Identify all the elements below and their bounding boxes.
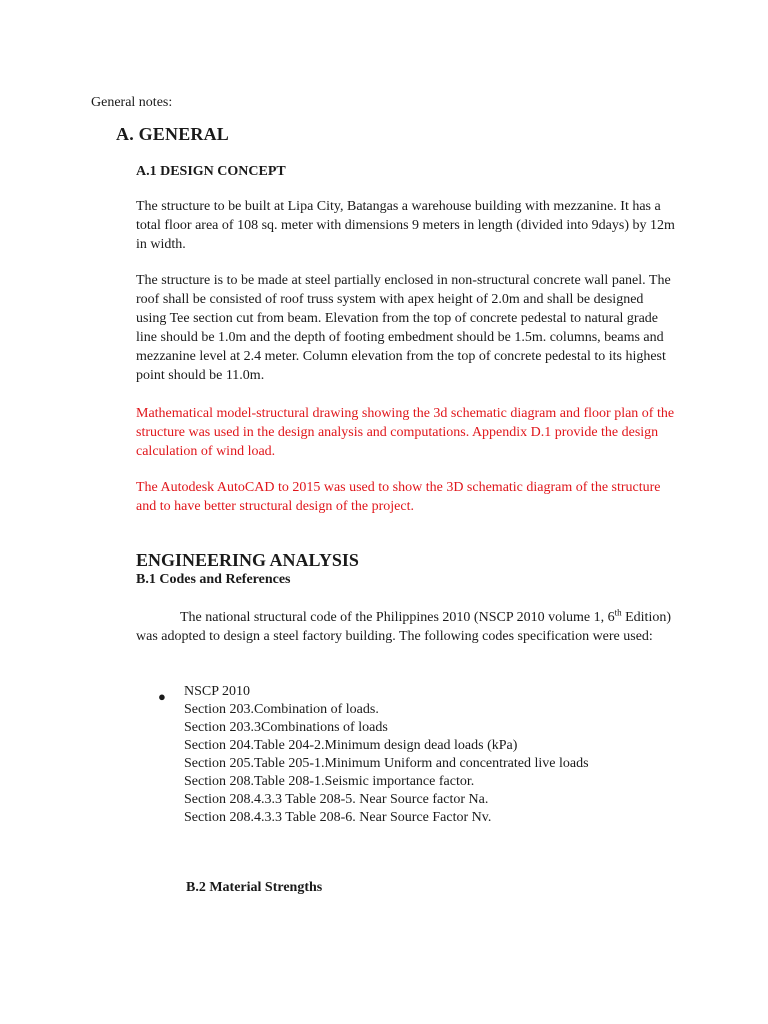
codes-list [184,683,589,827]
list-item: Section 208.4.3.3 Table 208-6. Near Source Factor Nv. [184,810,492,825]
list-item: Section 203.Combination of loads. [184,702,379,717]
bullet-icon: ● [158,689,166,704]
general-notes-label: General notes: [91,95,173,110]
design-concept-heading: A.1 DESIGN CONCEPT [136,164,286,179]
material-strengths-heading: B.2 Material Strengths [186,880,323,895]
codes-references-heading: B.1 Codes and References [136,572,291,587]
section-a-heading: A. GENERAL [116,124,230,144]
engineering-analysis-heading: ENGINEERING ANALYSIS [136,550,359,570]
list-item: Section 205.Table 205-1.Minimum Uniform and concentrated live loads [184,756,589,771]
autocad-paragraph: The Autodesk AutoCAD to 2015 was used to show the 3D schematic diagram of the structure and to have better structural design of the project. [136,480,661,514]
list-item: Section 203.3Combinations of loads [184,720,388,735]
list-item: Section 204.Table 204-2.Minimum design dead loads (kPa) [184,738,518,753]
list-item: NSCP 2010 [184,684,251,699]
codes-intro-paragraph [136,608,676,646]
codes-intro-text-b: Edition) was adopted to design a steel factory building. The following codes specification were used: [136,610,671,644]
list-item: Section 208.Table 208-1.Seismic importance factor. [184,774,475,789]
codes-intro-text-a: The national structural code of the Philippines 2010 (NSCP 2010 volume 1, 6 [180,610,615,625]
list-item: Section 208.4.3.3 Table 208-5. Near Source factor Na. [184,792,489,807]
ordinal-superscript: th [614,607,622,618]
mathematical-model-paragraph: Mathematical model-structural drawing showing the 3d schematic diagram and floor plan of the structure was used in the design analysis and computations. Appendix D.1 provide the design calculation of wind load. [136,406,675,459]
design-concept-paragraph-1: The structure to be built at Lipa City, Batangas a warehouse building with mezzanine. It has a total floor area of 108 sq. meter with dimensions 9 meters in length (divided into 9days) by 12m in width. [136,199,675,252]
design-concept-paragraph-2: The structure is to be made at steel partially enclosed in non-structural concrete wall panel. The roof shall be consisted of roof truss system with apex height of 2.0m and shall be designed using Tee section cut from beam. Elevation from the top of concrete pedestal to natural grade line should be 1.0m and the depth of footing embedment should be 1.5m. columns, beams and mezzanine level at 2.4 meter. Column elevation from the top of concrete pedestal to its highest point should be 11.0m. [136,273,671,383]
